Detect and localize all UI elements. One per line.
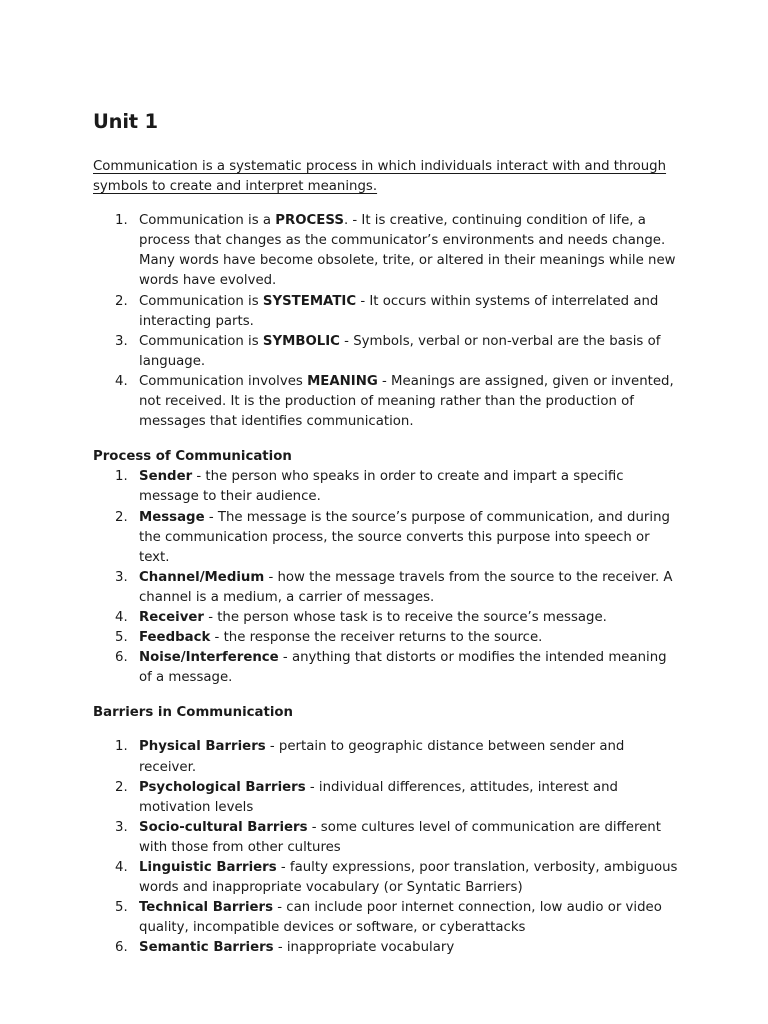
list-number: 6. <box>115 940 128 956</box>
item-term: Noise/Interference <box>139 650 279 666</box>
item-term: MEANING <box>307 373 378 389</box>
list-number: 4. <box>115 860 128 875</box>
spacer <box>93 723 683 737</box>
item-text: - can include poor internet connection, low audio or video quality, incompatible devices or software, or cyberattacks <box>139 900 662 936</box>
item-text: - individual differences, attitudes, interest and motivation levels <box>139 779 618 815</box>
item-term: Linguistic Barriers <box>139 860 277 875</box>
item-term: Receiver <box>139 609 204 625</box>
item-term: Feedback <box>139 630 211 646</box>
list-item <box>93 778 683 818</box>
list-number: 4. <box>115 373 128 389</box>
item-text: - It occurs within systems of interrelated and interacting parts. <box>139 293 659 329</box>
item-term: SYMBOLIC <box>262 333 340 349</box>
item-term: Technical Barriers <box>139 900 274 916</box>
list-item <box>93 568 683 608</box>
list-item <box>93 211 683 291</box>
item-prefix: Communication is <box>139 293 263 309</box>
item-text: . - It is creative, continuing condition of life, a process that changes as the communicator’s environments and needs change. Many words have become obsolete, trite, or altered in their meanings while new words have evolved. <box>139 213 676 289</box>
list-number: 2. <box>115 779 128 795</box>
list-number: 3. <box>115 333 128 349</box>
item-term: SYSTEMATIC <box>262 293 357 309</box>
item-text: - Symbols, verbal or non-verbal are the basis of language. <box>139 333 661 369</box>
list-number: 2. <box>115 293 128 309</box>
barriers-list <box>93 737 683 958</box>
list-number: 1. <box>115 469 128 485</box>
list-item <box>93 818 683 858</box>
list-item <box>93 938 683 958</box>
item-text: - Meanings are assigned, given or invented, not received. It is the production of meaning rather than the production of messages that identifies communication. <box>139 373 674 430</box>
list-item <box>93 608 683 628</box>
page-title: Unit 1 <box>93 110 158 133</box>
item-prefix: Communication is <box>139 333 263 349</box>
list-number: 1. <box>115 213 128 229</box>
item-term: Physical Barriers <box>139 739 266 755</box>
list-item <box>93 898 683 938</box>
item-text: - some cultures level of communication are different with those from other cultures <box>139 819 661 855</box>
item-term: Sender <box>139 469 193 485</box>
list-number: 3. <box>115 819 128 835</box>
process-list <box>93 467 683 688</box>
list-number: 6. <box>115 650 128 666</box>
list-number: 1. <box>115 739 128 755</box>
list-item <box>93 508 683 568</box>
item-text: - inappropriate vocabulary <box>273 940 455 956</box>
document-body <box>93 109 683 958</box>
item-term: PROCESS <box>275 213 344 229</box>
characteristics-list <box>93 211 683 432</box>
list-item <box>93 332 683 372</box>
intro-definition: Communication is a systematic process in which individuals interact with and through symbols to create and interpret meanings. <box>93 159 667 195</box>
item-text: - the person whose task is to receive the source’s message. <box>203 609 607 625</box>
item-text: - how the message travels from the source to the receiver. A channel is a medium, a carrier of messages. <box>139 569 673 605</box>
list-number: 5. <box>115 900 128 916</box>
item-text: - faulty expressions, poor translation, verbosity, ambiguous words and inappropriate vocabulary (or Syntatic Barriers) <box>139 860 678 896</box>
list-item <box>93 628 683 648</box>
item-term: Socio-cultural Barriers <box>139 819 308 835</box>
section-heading-barriers: Barriers in Communication <box>93 705 294 721</box>
list-item <box>93 648 683 688</box>
item-text: - anything that distorts or modifies the intended meaning of a message. <box>139 650 667 686</box>
item-term: Message <box>139 509 205 525</box>
list-number: 3. <box>115 569 128 585</box>
item-term: Semantic Barriers <box>139 940 274 956</box>
item-text: - pertain to geographic distance between sender and receiver. <box>139 739 625 775</box>
list-item <box>93 467 683 507</box>
item-prefix: Communication involves <box>139 373 308 389</box>
item-text: - the response the receiver returns to the source. <box>210 630 543 646</box>
list-item <box>93 737 683 777</box>
list-number: 4. <box>115 609 128 625</box>
item-text: - the person who speaks in order to create and impart a specific message to their audience. <box>139 469 624 505</box>
list-item <box>93 292 683 332</box>
item-text: - The message is the source’s purpose of communication, and during the communication process, the source converts this purpose into speech or text. <box>139 509 670 565</box>
item-term: Channel/Medium <box>139 569 265 585</box>
item-term: Psychological Barriers <box>139 779 306 795</box>
list-number: 5. <box>115 630 128 646</box>
list-item <box>93 858 683 898</box>
item-prefix: Communication is a <box>139 213 276 229</box>
list-number: 2. <box>115 509 128 525</box>
section-heading-process: Process of Communication <box>93 449 292 465</box>
list-item <box>93 372 683 432</box>
